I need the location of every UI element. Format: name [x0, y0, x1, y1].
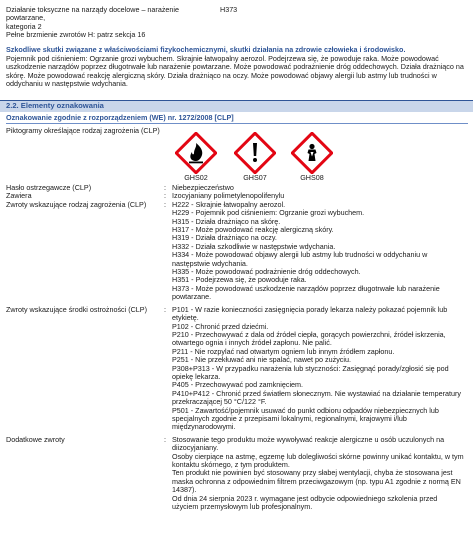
precaution-line: P405 - Przechowywać pod zamknięciem. [172, 380, 304, 390]
section-header [0, 100, 473, 112]
pictograms-label: Piktogramy określające rodzaj zagrożenia (CLP) [6, 126, 160, 135]
hazard-line: H373 - Może powodować uszkodzenie narządów poprzez długotrwałe lub narażenie [172, 283, 440, 293]
additional-line: Stosowanie tego produktu może wywoływać reakcje alergiczne u osób uczulonych na [172, 434, 445, 444]
row-key: Hasło ostrzegawcze (CLP) [6, 183, 92, 192]
additional-line: diizocyjaniany. [172, 443, 219, 453]
additional-phrases [172, 436, 468, 512]
precaution-line: P101 - W razie konieczności zasięgnięcia porady lekarza należy pokazać pojemnik lub [172, 304, 448, 314]
exclamation-mark-icon [234, 132, 276, 174]
precaution-line: P308+P313 - W przypadku narażenia lub styczności: Zasięgnąć porady/zgłosić się pod [172, 363, 449, 373]
precaution-line: P210 - Przechowywać z dala od źródeł ciepła, gorących powierzchni, źródeł iskrzenia, [172, 329, 446, 339]
hazard-line: H332 - Działa szkodliwie w następstwie wdychania. [172, 241, 336, 251]
h-phrases-reference: Pełne brzmienie zwrotów H: patrz sekcja 16 [6, 30, 146, 40]
hazard-line: H317 - Może powodować reakcję alergiczną skóry. [172, 225, 334, 235]
precaution-line: P410+P412 - Chronić przed światłem słonecznym. Nie wystawiać na działanie temperatury [172, 388, 462, 398]
pictogram-code: GHS02 [184, 173, 208, 182]
subtitle-divider [6, 123, 468, 124]
pictogram-code: GHS07 [243, 173, 267, 182]
precaution-line: opiekę lekarza. [172, 371, 221, 381]
hazard-statements [172, 201, 468, 302]
pictogram-ghs07 [233, 132, 277, 182]
row-key: Zawiera [6, 191, 32, 201]
health-hazard-icon [291, 132, 333, 174]
table-row: Zwroty wskazujące rodzaj zagrożenia (CLP) : H222 - Skrajnie łatwopalny aerozol. H229 - Pojemnik pod ciśnieniem: Ogrzanie grozi wybuchem. H315 - Działa drażniąco na skórę. H317 - Może powodować reakcję alergiczną skóry. H319 - Działa drażniąco na oczy. H332 - Działa szkodliwie w następstwie wdychania. H334 - Może powodować objawy alergii lub astmy lub trudności w oddychaniu w następstwie wdychania. H335 - Może powodować podrażnienie dróg oddechowych. H351 - Podejrzewa się, że powoduje raka. H373 - Może powodować uszkodzenie narządów poprzez długotrwałe lub narażenie powtarzane. [6, 201, 468, 302]
contains-value: Izocyjaniany polimetylenopolifenylu [172, 191, 285, 201]
classification-text: Działanie toksyczne na narządy docelowe – narażenie powtarzane, [6, 5, 180, 23]
hazard-line: H229 - Pojemnik pod ciśnieniem: Ogrzanie grozi wybuchem. [172, 208, 365, 218]
table-row: Dodatkowe zwroty : Stosowanie tego produktu może wywoływać reakcje alergiczne u osób uczulonych na diizocyjaniany. Osoby cierpiące na astmę, egzemę lub dolegliwości skórne powinny unikać kontaktu, w tym kontaktu skórnego, z tym produktem. Ten produkt nie powinien być stosowany przy słabej wentylacji, chyba że stosowana jest maska ochronna z odpowiednim filtrem przeciwgazowym (np. typu A1 zgodnie z normą EN 14387). Od dnia 24 sierpnia 2023 r. wymagane jest odbycie odpowiedniego szkolenia przed użyciem przemysłowym lub profesjonalnym. [6, 436, 468, 512]
precaution-line: przekraczającej 50 °C/122 °F. [172, 397, 267, 407]
precaution-line: międzynarodowymi. [172, 422, 236, 432]
hazard-line: H315 - Działa drażniąco na skórę. [172, 216, 281, 226]
labelling-table [6, 184, 468, 511]
labelling-subtitle: Oznakowanie zgodnie z rozporządzeniem (WE) nr. 1272/2008 [CLP] [6, 113, 234, 122]
effects-heading: Szkodliwe skutki związane z właściwościami fizykochemicznymi, skutki działania na zdrowie człowieka i środowisko. [6, 44, 406, 54]
classification-block [6, 6, 466, 89]
table-row: Hasło ostrzegawcze (CLP) : Niebezpieczeństwo [6, 184, 468, 192]
pictogram-ghs02 [174, 132, 218, 182]
precaution-line: etykietę. [172, 313, 199, 323]
hazard-line: H334 - Może powodować objawy alergii lub astmy lub trudności w oddychaniu w [172, 250, 428, 260]
hazard-line: H222 - Skrajnie łatwopalny aerozol. [172, 199, 286, 209]
precaution-line: P501 - Zawartość/pojemnik usuwać do punkt odbioru odpadów niebezpiecznych lub [172, 405, 439, 415]
row-key: Dodatkowe zwroty [6, 434, 65, 444]
additional-line: Ten produkt nie powinien być stosowany przy słabej wentylacji, chyba że stosowana jest [172, 468, 453, 478]
additional-line: kontaktu skórnego, z tym produktem. [172, 460, 290, 469]
flame-icon [175, 132, 217, 174]
precaution-line: otwartego ognia i innych źródeł zapłonu. Nie palić. [172, 338, 332, 348]
effects-line: Pojemnik pod ciśnieniem: Ogrzanie grozi wybuchem. Skrajnie łatwopalny aerozol. Podejrzewa się, że powoduje raka. Może powodować [6, 54, 439, 64]
additional-line: Od dnia 24 sierpnia 2023 r. wymagane jest odbycie odpowiedniego szkolenia przed [172, 493, 438, 503]
additional-line: maska ochronna z odpowiednim filtrem przeciwgazowym (np. typu A1 zgodnie z normą EN [172, 476, 461, 486]
classification-category: kategoria 2 [6, 21, 42, 31]
precaution-line: P251 - Nie przekłuwać ani nie spalać, nawet po zużyciu. [172, 355, 351, 365]
hazard-line: H319 - Działa drażniąco na oczy. [172, 233, 277, 243]
signal-word: Niebezpieczeństwo [172, 183, 234, 192]
additional-line: użyciem przemysłowym lub profesjonalnym. [172, 502, 313, 512]
hazard-line: powtarzane. [172, 292, 212, 302]
section-title: 2.2. Elementy oznakowania [6, 101, 104, 110]
precaution-line: P211 - Nie rozpylać nad otwartym ogniem lub innym źródłem zapłonu. [172, 346, 395, 356]
hazard-line: H335 - Może powodować podrażnienie dróg oddechowych. [172, 267, 361, 277]
row-key: Zwroty wskazujące środki ostrożności (CLP) [6, 304, 147, 314]
additional-line: 14387). [172, 485, 197, 495]
table-row: Zawiera : Izocyjaniany polimetylenopolifenylu [6, 192, 468, 200]
effects-line: oddychaniu w następstwie wdychania. [6, 79, 128, 89]
pictogram-code: GHS08 [300, 173, 324, 182]
precautionary-statements [172, 306, 468, 432]
hazard-line: następstwie wdychania. [172, 258, 248, 268]
effects-text [6, 55, 466, 89]
additional-line: Osoby cierpiące na astmę, egzemę lub dolegliwości skórne powinny unikać kontaktu, w tym [172, 451, 464, 461]
effects-line: uszkodzenie narządów poprzez długotrwałe lub narażenie powtarzane. Może powodować podrażnienie dróg oddechowych. Działa drażniąco na [6, 62, 464, 72]
table-row: Zwroty wskazujące środki ostrożności (CLP) : P101 - W razie konieczności zasięgnięcia porady lekarza należy pokazać pojemnik lub etykietę. P102 - Chronić przed dziećmi. P210 - Przechowywać z dala od źródeł ciepła, gorących powierzchni, źródeł iskrzenia, otwartego ognia i innych źródeł zapłonu. Nie palić. P211 - Nie rozpylać nad otwartym ogniem lub innym źródłem zapłonu. P251 - Nie przekłuwać ani nie spalać, nawet po zużyciu. P308+P313 - W przypadku narażenia lub styczności: Zasięgnąć porady/zgłosić się pod opiekę lekarza. P405 - Przechowywać pod zamknięciem. P410+P412 - Chronić przed światłem słonecznym. Nie wystawiać na działanie temperatury przekraczającej 50 °C/122 °F. P501 - Zawartość/pojemnik usuwać do punkt odbioru odpadów niebezpiecznych lub specjalnych zgodnie z przepisami lokalnymi, regionalnymi, krajowymi i/lub międzynarodowymi. [6, 306, 468, 432]
row-key: Zwroty wskazujące rodzaj zagrożenia (CLP) [6, 199, 147, 209]
effects-line: skórę. Może powodować reakcję alergiczną skóry. Działa drażniąco na oczy. Może powodować objawy alergii lub astmy lub trudności w [6, 70, 437, 80]
precaution-line: P102 - Chronić przed dziećmi. [172, 321, 269, 331]
hazard-line: H351 - Podejrzewa się, że powoduje raka. [172, 275, 307, 285]
hazard-code: H373 [220, 5, 238, 14]
pictogram-ghs08 [290, 132, 334, 182]
precaution-line: specjalnych zgodnie z przepisami lokalnymi, regionalnymi, krajowymi i/lub [172, 413, 407, 423]
